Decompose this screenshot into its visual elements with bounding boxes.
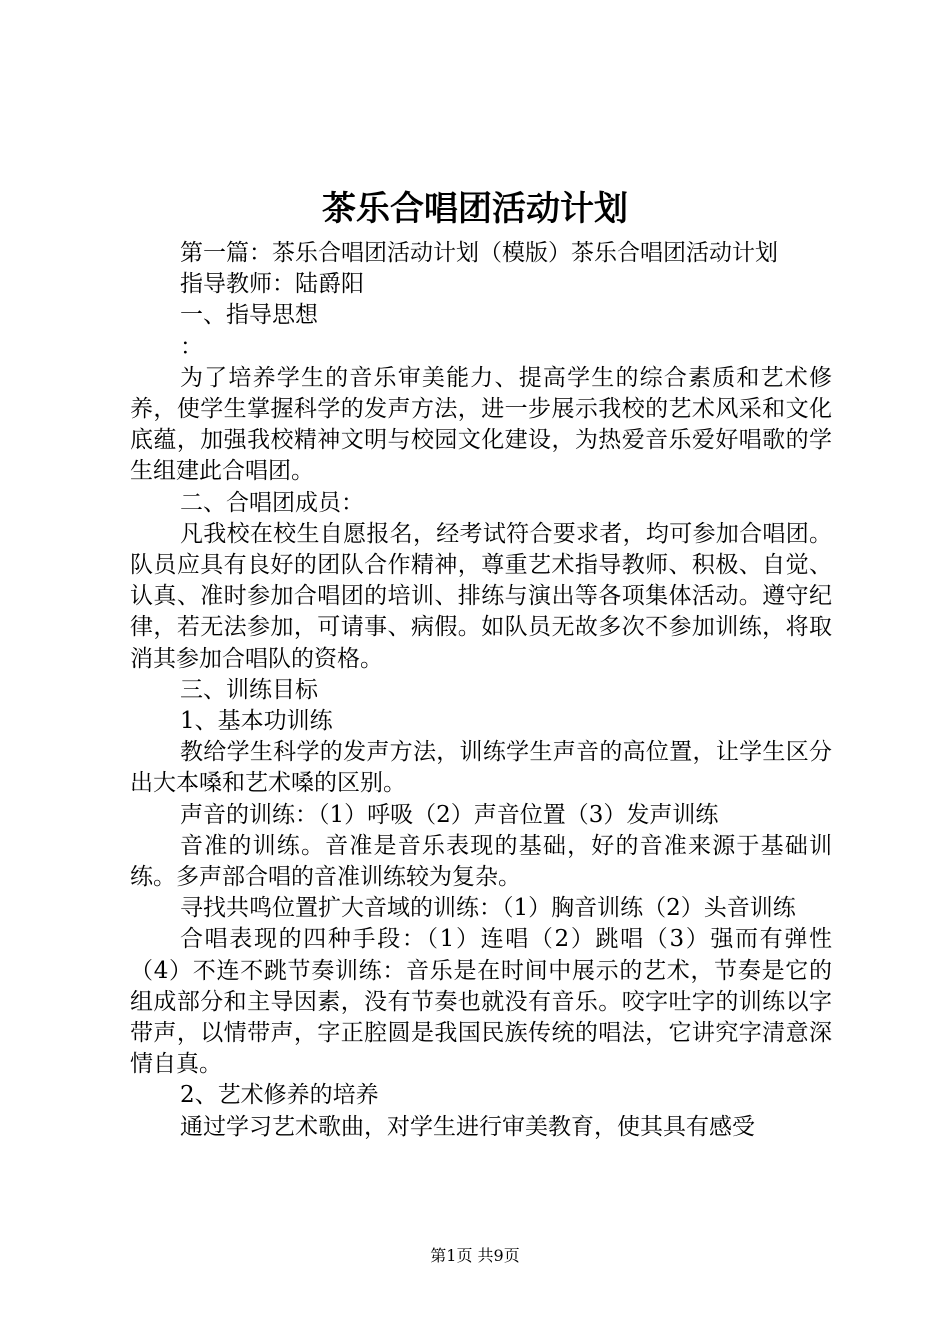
paragraph: 寻找共鸣位置扩大音域的训练：（1）胸音训练（2）头音训练: [180, 895, 796, 922]
paragraph: 声音的训练：（1）呼吸（2）声音位置（3）发声训练: [180, 801, 719, 828]
paragraph: 通过学习艺术歌曲，对学生进行审美教育，使其具有感受: [180, 1113, 755, 1140]
paragraph: ：: [180, 333, 203, 360]
paragraph: 指导教师：陆爵阳: [180, 271, 364, 298]
paragraph: 二、合唱团成员：: [180, 489, 364, 516]
paragraph: 为了培养学生的音乐审美能力、提高学生的综合素质和艺术修养，使学生掌握科学的发声方法，进一步展示我校的艺术风采和文化底蕴，加强我校精神文明与校园文化建设，为热爱音乐爱好唱歌的学生组建此合唱团。: [130, 364, 832, 485]
page-footer: 第1页 共9页: [430, 1246, 520, 1265]
paragraph: 1、基本功训练: [180, 708, 333, 735]
paragraph: 凡我校在校生自愿报名，经考试符合要求者，均可参加合唱团。队员应具有良好的团队合作精神，尊重艺术指导教师、积极、自觉、认真、准时参加合唱团的培训、排练与演出等各项集体活动。遵守纪律，若无法参加，可请事、病假。如队员无故多次不参加训练，将取消其参加合唱队的资格。: [130, 520, 832, 672]
paragraph: 三、训练目标: [180, 676, 318, 703]
paragraph: 2、艺术修养的培养: [180, 1082, 379, 1109]
paragraph: 一、指导思想: [180, 302, 318, 329]
paragraph: 音准的训练。音准是音乐表现的基础，好的音准来源于基础训练。多声部合唱的音准训练较为复杂。: [130, 832, 832, 891]
paragraph: 合唱表现的四种手段：（1）连唱（2）跳唱（3）强而有弹性（4）不连不跳节奏训练：音乐是在时间中展示的艺术，节奏是它的组成部分和主导因素，没有节奏也就没有音乐。咬字吐字的训练以字带声，以情带声，字正腔圆是我国民族传统的唱法，它讲究字清意深情自真。: [130, 926, 832, 1078]
paragraph: 第一篇：茶乐合唱团活动计划（模版）茶乐合唱团活动计划: [180, 240, 778, 266]
paragraph: 教给学生科学的发声方法，训练学生声音的高位置，让学生区分出大本嗓和艺术嗓的区别。: [130, 739, 832, 797]
document-title: 茶乐合唱团活动计划: [322, 189, 628, 229]
document-body: [130, 238, 832, 1143]
